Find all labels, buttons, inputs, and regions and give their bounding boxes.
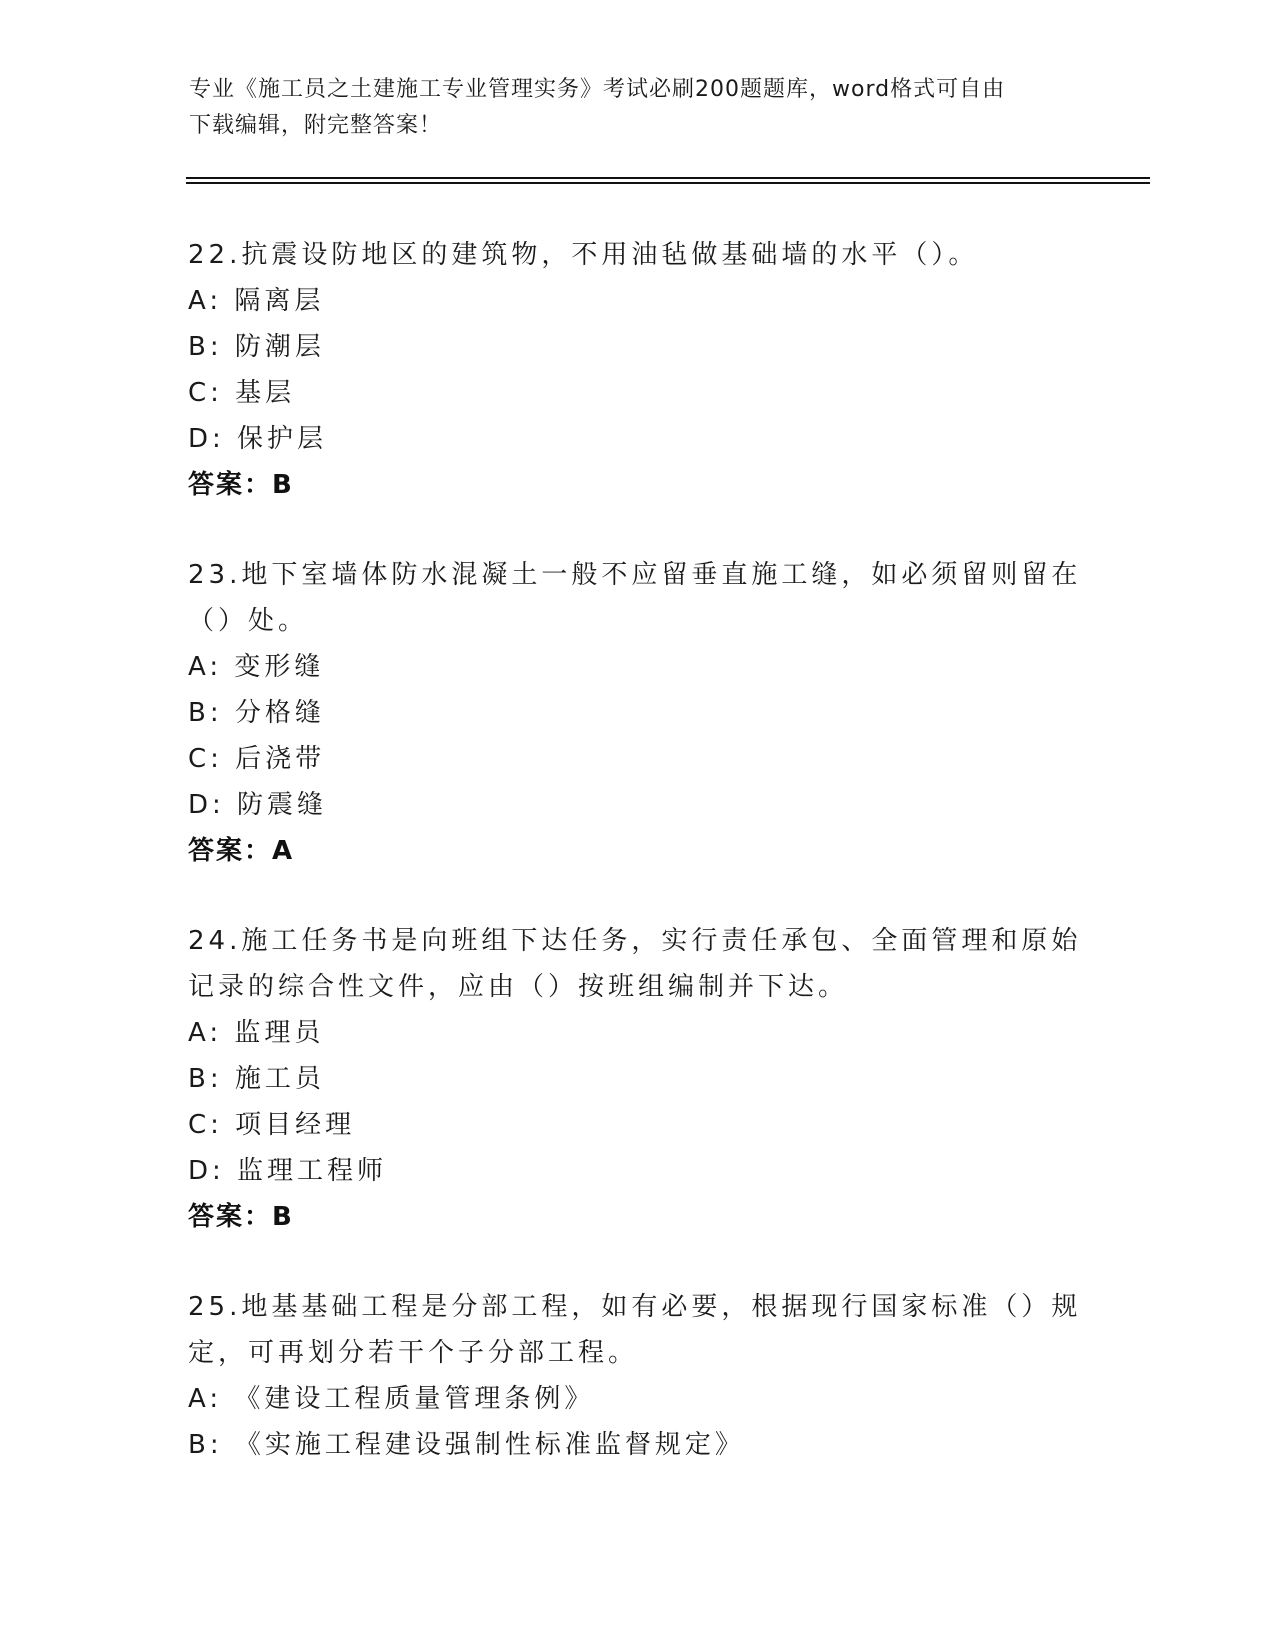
option-a: A: 变形缝 xyxy=(188,652,325,682)
option-a: A: 《建设工程质量管理条例》 xyxy=(188,1384,595,1414)
answer-line: 答案：B xyxy=(188,470,294,500)
question-25 xyxy=(188,1284,1088,1468)
header-divider-top xyxy=(186,177,1150,179)
header-line-2: 下载编辑，附完整答案！ xyxy=(189,113,443,138)
document-header xyxy=(189,72,1089,144)
option-c: C: 项目经理 xyxy=(188,1110,356,1140)
question-22 xyxy=(188,232,1088,508)
option-d: D: 保护层 xyxy=(188,424,328,454)
question-text: 25.地基基础工程是分部工程，如有必要，根据现行国家标准（）规定，可再划分若干个子分部工程。 xyxy=(188,1292,1082,1368)
option-d: D: 防震缝 xyxy=(188,790,328,820)
question-text: 24.施工任务书是向班组下达任务，实行责任承包、全面管理和原始记录的综合性文件，应由（）按班组编制并下达。 xyxy=(188,926,1082,1002)
option-b: B: 防潮层 xyxy=(188,332,325,362)
option-c: C: 后浇带 xyxy=(188,744,326,774)
question-24 xyxy=(188,918,1088,1240)
option-a: A: 监理员 xyxy=(188,1018,325,1048)
header-line-1: 专业《施工员之土建施工专业管理实务》考试必刷200题题库，word格式可自由 xyxy=(189,77,1006,102)
answer-line: 答案：B xyxy=(188,1202,294,1232)
option-a: A: 隔离层 xyxy=(188,286,325,316)
option-b: B: 《实施工程建设强制性标准监督规定》 xyxy=(188,1430,745,1460)
option-b: B: 分格缝 xyxy=(188,698,325,728)
answer-line: 答案：A xyxy=(188,836,295,866)
question-23 xyxy=(188,552,1088,874)
option-b: B: 施工员 xyxy=(188,1064,325,1094)
question-text: 22.抗震设防地区的建筑物，不用油毡做基础墙的水平（）。 xyxy=(188,240,979,270)
question-text: 23.地下室墙体防水混凝土一般不应留垂直施工缝，如必须留则留在（）处。 xyxy=(188,560,1082,636)
question-list xyxy=(188,232,1088,1512)
header-divider-bottom xyxy=(186,182,1150,184)
option-c: C: 基层 xyxy=(188,378,296,408)
option-d: D: 监理工程师 xyxy=(188,1156,388,1186)
